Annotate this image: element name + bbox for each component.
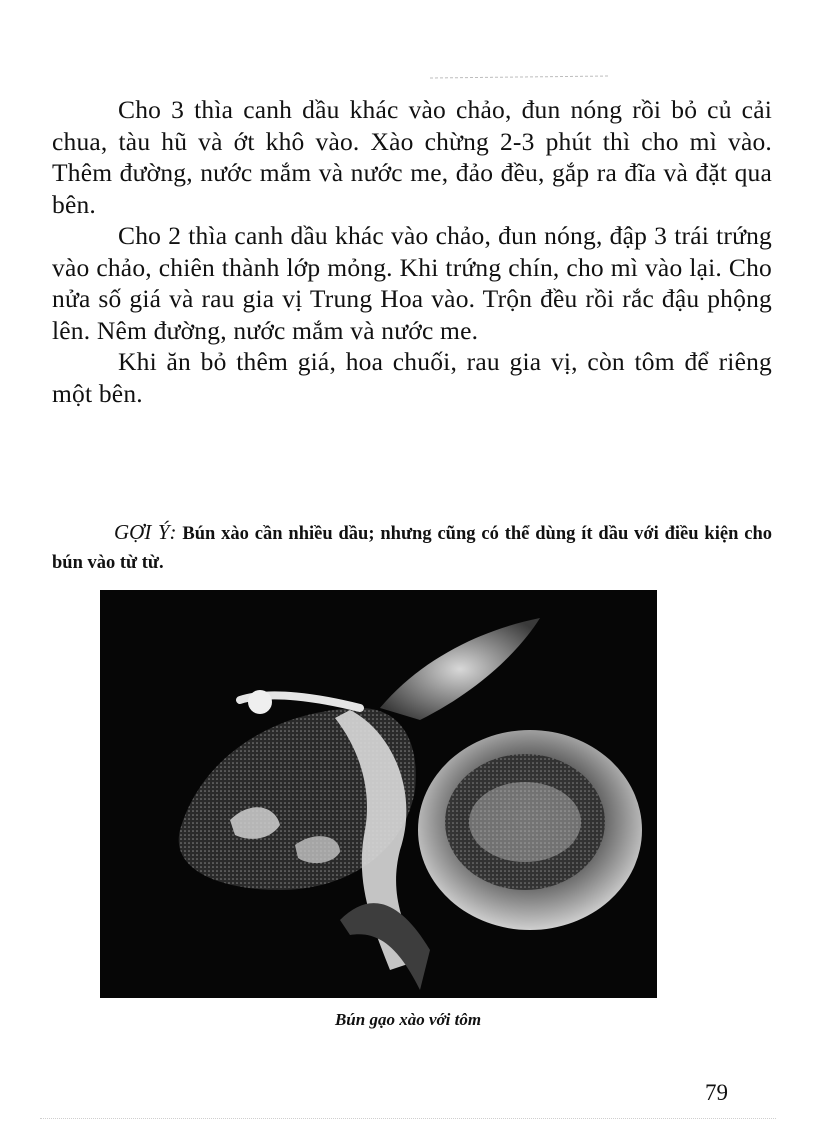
dish-photo <box>100 590 657 998</box>
photo-caption: Bún gạo xào với tôm <box>334 1010 482 1029</box>
scan-artifact <box>420 70 620 82</box>
dish-photo-illustration <box>100 590 657 998</box>
tip-note <box>52 518 772 578</box>
paragraph-1: Cho 3 thìa canh dầu khác vào chảo, đun nóng rồi bỏ củ cải chua, tàu hũ và ớt khô vào. Xào chừng 2-3 phút thì cho mì vào. Thêm đường, nước mắm và nước me, đảo đều, gắp ra đĩa và đặt qua bên. <box>52 95 772 219</box>
paragraph-2: Cho 2 thìa canh dầu khác vào chảo, đun nóng, đập 3 trái trứng vào chảo, chiên thành lớp mỏng. Khi trứng chín, cho mì vào lại. Cho nửa số giá và rau gia vị Trung Hoa vào. Trộn đều rồi rắc đậu phộng lên. Nêm đường, nước mắm và nước me. <box>52 221 772 345</box>
tip-label: GỢI Ý: <box>114 520 177 544</box>
paragraph-3: Khi ăn bỏ thêm giá, hoa chuối, rau gia vị, còn tôm để riêng một bên. <box>52 347 772 408</box>
scan-edge <box>40 1118 776 1119</box>
tip-text: Bún xào cần nhiều dầu; nhưng cũng có thể dùng ít dầu với điều kiện cho bún vào từ từ. <box>52 524 772 573</box>
recipe-body <box>52 94 772 409</box>
page-number: 79 <box>705 1080 728 1105</box>
